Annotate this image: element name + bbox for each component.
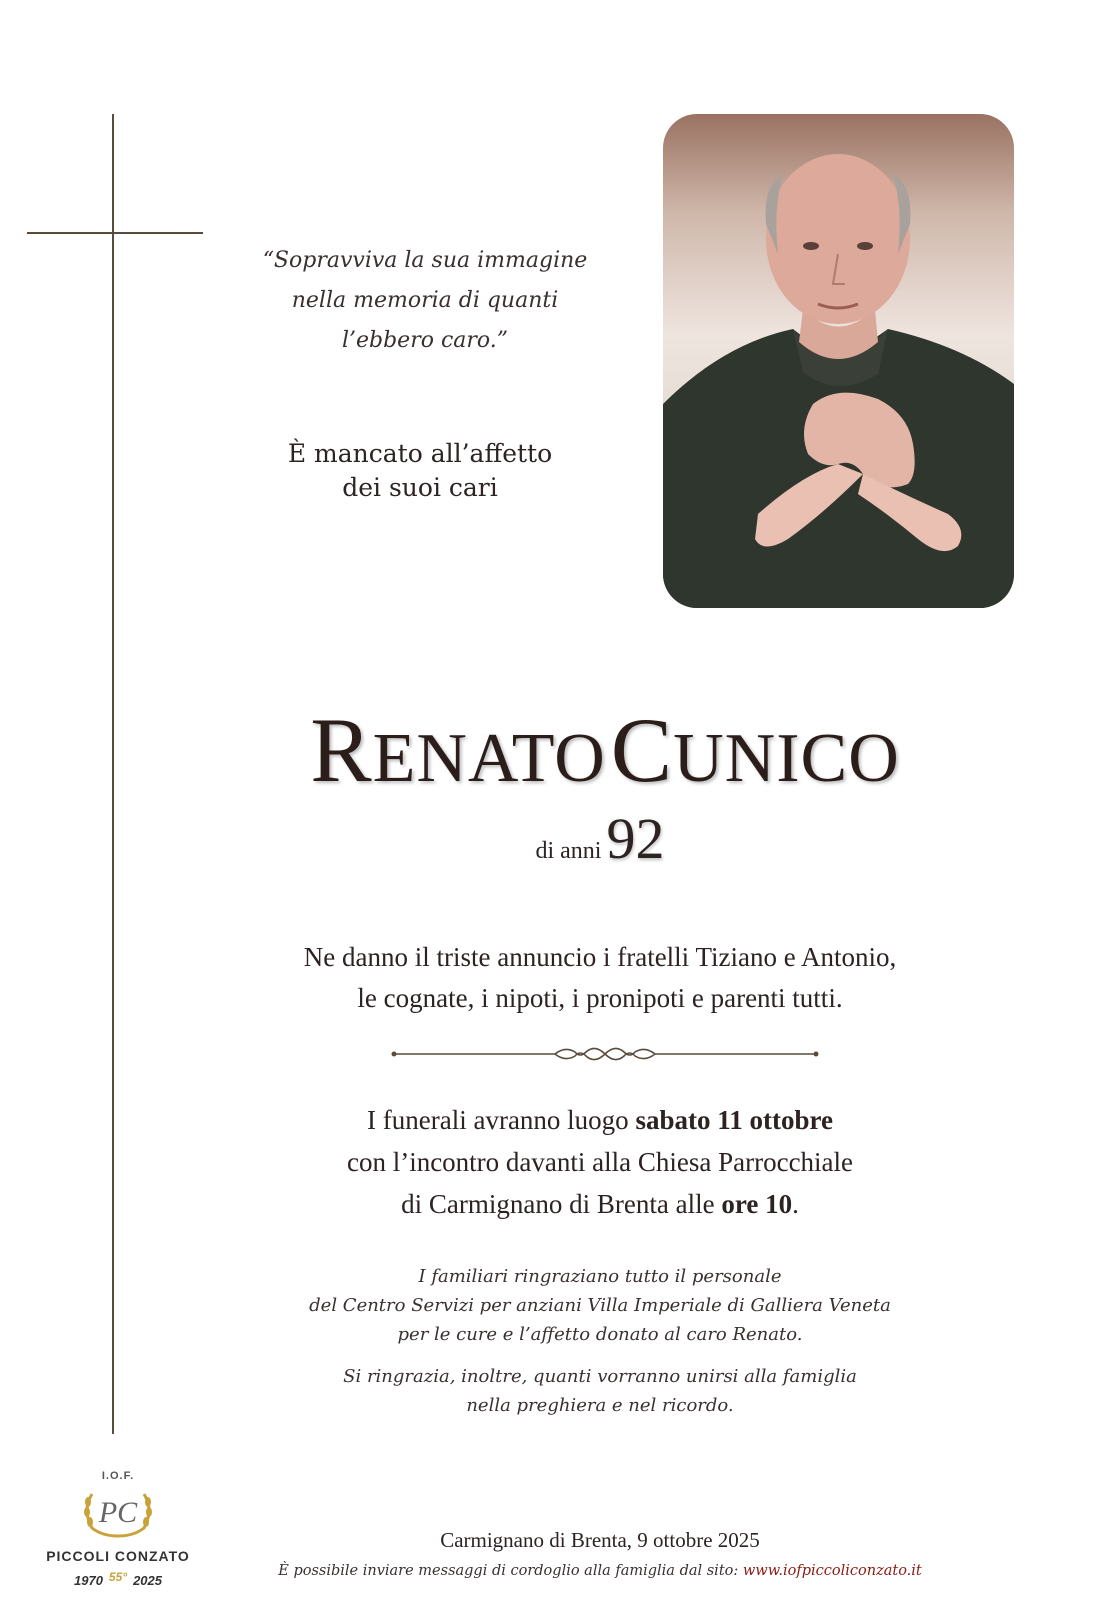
first-name-initial: R <box>310 699 373 801</box>
website-link[interactable]: www.iofpiccoliconzato.it <box>742 1563 922 1579</box>
thanks-line: per le cure e l’affetto donato al caro Renato. <box>397 1324 803 1345</box>
announcement <box>210 937 990 1019</box>
funeral-time: ore 10 <box>721 1189 793 1219</box>
quote-line: l’ebbero caro.” <box>341 328 509 353</box>
age-label: di anni <box>535 838 602 864</box>
passing-line: dei suoi cari <box>342 473 498 502</box>
logo-iof-text: I.O.F. <box>101 1470 135 1482</box>
age-value: 92 <box>606 806 665 871</box>
funeral-details <box>210 1099 990 1225</box>
announcement-line: le cognate, i nipoti, i pronipoti e parenti tutti. <box>357 983 843 1013</box>
condolence-note: È possibile inviare messaggi di cordoglio alla famiglia dal sito: www.iofpiccoliconzato.it <box>278 1563 922 1579</box>
ornament-flourish-icon <box>390 1042 820 1066</box>
cross-vertical-line <box>112 114 114 1434</box>
thanks-paragraph <box>210 1262 990 1349</box>
logo-anniversary: 55° <box>108 1570 128 1584</box>
portrait-illustration <box>663 114 1014 608</box>
thanks-line: Si ringrazia, inoltre, quanti vorranno unirsi alla famiglia <box>343 1366 857 1387</box>
logo-years: 1970 55° 2025 <box>74 1570 162 1588</box>
thanks-paragraph-2 <box>210 1362 990 1420</box>
funeral-date: sabato 11 ottobre <box>635 1105 833 1135</box>
last-name-initial: C <box>610 699 674 801</box>
ornamental-divider <box>390 1042 820 1066</box>
passing-statement <box>270 437 570 505</box>
quote-line: “Sopravviva la sua immagine <box>262 248 588 273</box>
last-name-rest: UNICO <box>673 720 900 797</box>
funeral-line-3: di Carmignano di Brenta alle ore 10. <box>401 1189 799 1219</box>
quote-line: nella memoria di quanti <box>291 288 559 313</box>
thanks-line: nella preghiera e nel ricordo. <box>466 1395 734 1416</box>
svg-text:PC: PC <box>98 1496 138 1529</box>
funeral-home-logo <box>38 1470 198 1590</box>
thanks-line: del Centro Servizi per anziani Villa Imperiale di Galliera Veneta <box>309 1295 891 1316</box>
passing-line: È mancato all’affetto <box>287 439 553 468</box>
age-line <box>450 805 750 872</box>
funeral-line-1: I funerali avranno luogo sabato 11 ottobre <box>367 1105 833 1135</box>
thanks-line: I familiari ringraziano tutto il personale <box>418 1266 782 1287</box>
first-name-rest: ENATO <box>372 720 606 797</box>
funeral-line-2: con l’incontro davanti alla Chiesa Parrocchiale <box>346 1147 854 1177</box>
logo-name: PICCOLI CONZATO <box>46 1548 190 1564</box>
laurel-monogram-icon <box>78 1480 158 1540</box>
announcement-line: Ne danno il triste annuncio i fratelli Tiziano e Antonio, <box>303 942 897 972</box>
deceased-name <box>150 697 1060 803</box>
place-and-date: Carmignano di Brenta, 9 ottobre 2025 <box>440 1528 760 1552</box>
deceased-portrait-photo <box>663 114 1014 608</box>
cross-horizontal-line <box>27 232 203 234</box>
memorial-quote <box>255 241 595 361</box>
